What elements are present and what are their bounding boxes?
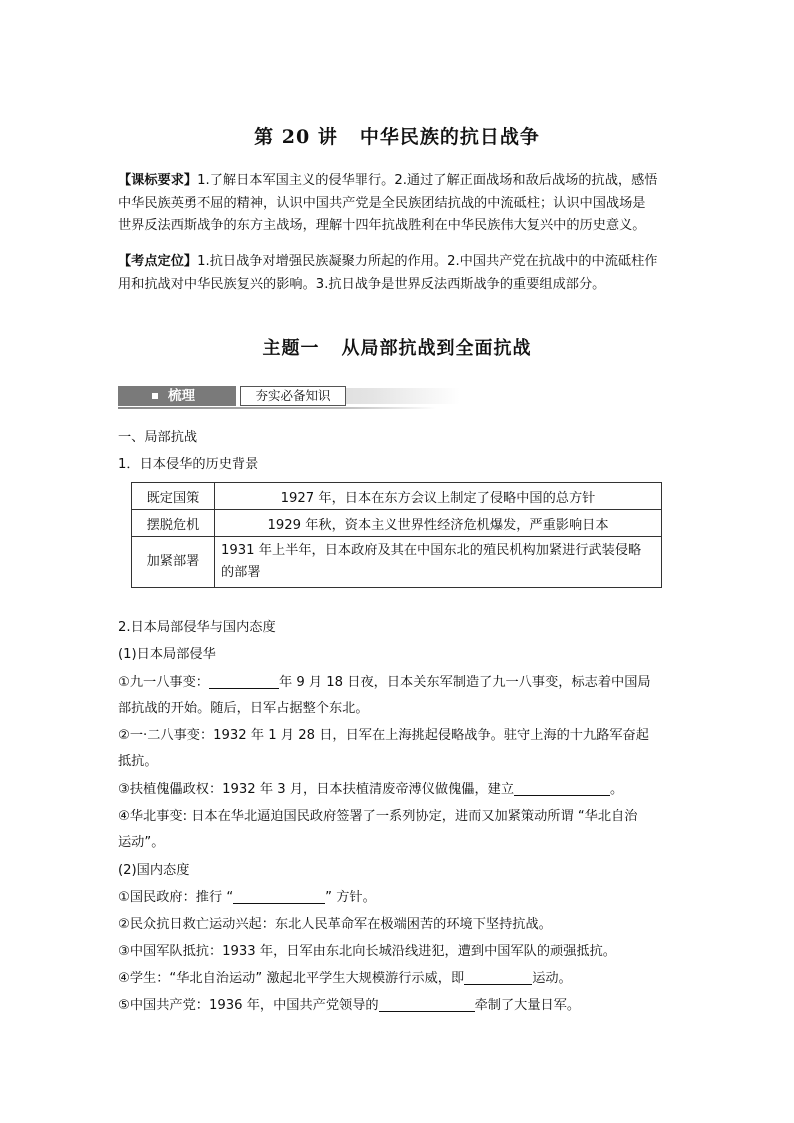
attitude-government: [118, 888, 376, 908]
fill-blank[interactable]: [464, 969, 532, 985]
item-shanghai-incident: ②一·二八事变：1932 年 1 月 28 日，日军在上海挑起侵略战争。驻守上海的十九路军奋起: [118, 728, 649, 743]
table-value-line-1: 1931 年上半年，日本政府及其在中国东北的殖民机构加紧进行武装侵略: [221, 543, 642, 558]
background-table: [131, 482, 662, 588]
part-2-heading: (2)国内态度: [118, 863, 190, 878]
section-banner: [118, 386, 438, 408]
table-value: [215, 537, 662, 588]
banner-subtitle: 夯实必备知识: [240, 386, 346, 406]
item-text: 牵制了大量日军。: [474, 998, 581, 1013]
table-value: 1927 年，日本在东方会议上制定了侵略中国的总方针: [215, 483, 662, 510]
section-heading-1: 一、局部抗战: [118, 430, 198, 445]
item-text: ⑤中国共产党：1936 年，中国共产党领导的: [118, 998, 379, 1013]
attitude-army: ③中国军队抵抗：1933 年，日军由东北向长城沿线进犯，遭到中国军队的顽强抵抗。: [118, 944, 616, 959]
topic-title: [0, 334, 794, 360]
subheading-invasion: 2.日本局部侵华与国内态度: [118, 620, 276, 635]
curriculum-requirements: [118, 170, 678, 238]
lecture-name: 中华民族的抗日战争: [359, 126, 540, 148]
lecture-number: 第 20 讲: [254, 126, 338, 148]
table-key: 摆脱危机: [132, 510, 215, 537]
item-text: ①九一八事变：: [118, 675, 209, 690]
item-text: ①国民政府：推行 “: [118, 890, 234, 905]
item-text: 运动。: [532, 971, 572, 986]
table-row: [132, 483, 662, 510]
item-text: ” 方针。: [325, 890, 376, 905]
attitude-cpc: [118, 996, 580, 1016]
requirements-line-1: 1.了解日本军国主义的侵华罪行。2.通过了解正面战场和敌后战场的抗战，感悟: [197, 173, 658, 188]
requirements-line-3: 世界反法西斯战争的东方主战场，理解十四年抗战胜利在中华民族伟大复兴中的历史意义。: [118, 218, 646, 233]
topic-number: 主题一: [262, 338, 320, 359]
banner-rule: [118, 407, 436, 409]
table-key: 加紧部署: [132, 537, 215, 588]
square-bullet-icon: [152, 393, 158, 399]
focus-line-1: 1.抗日战争对增强民族凝聚力所起的作用。2.中国共产党在抗战中的中流砥柱作: [197, 254, 658, 269]
fill-blank[interactable]: [233, 888, 325, 904]
table-row: [132, 510, 662, 537]
subheading-background: 1．日本侵华的历史背景: [118, 457, 259, 472]
item-text: ④学生：“华北自治运动” 激起北平学生大规模游行示威，即: [118, 971, 465, 986]
banner-label: 梳理: [168, 388, 195, 404]
requirements-line-2: 中华民族英勇不屈的精神，认识中国共产党是全民族团结抗战的中流砥柱；认识中国战场是: [118, 195, 646, 211]
item-mukden-incident: [118, 673, 651, 693]
exam-focus: [118, 251, 678, 296]
focus-label: 【考点定位】: [118, 254, 198, 269]
lecture-title: [0, 122, 794, 149]
table-key: 既定国策: [132, 483, 215, 510]
item-north-china-incident: ④华北事变: 日本在华北逼迫国民政府签署了一系列协定，进而又加紧策动所谓 “华北自治: [118, 809, 638, 824]
item-shanghai-incident-cont: 抵抗。: [118, 754, 158, 769]
banner-label-block: [118, 386, 236, 406]
fill-blank[interactable]: [379, 996, 475, 1012]
table-value-line-2: 的部署: [221, 565, 261, 580]
focus-line-2: 用和抗战对中华民族复兴的影响。3.抗日战争是世界反法西斯战争的重要组成部分。: [118, 276, 606, 292]
item-mukden-incident-cont: 部抗战的开始。随后，日军占据整个东北。: [118, 701, 369, 716]
attitude-students: [118, 969, 572, 989]
item-text: 年 9 月 18 日夜，日本关东军制造了九一八事变，标志着中国局: [278, 675, 651, 690]
fill-blank[interactable]: [514, 780, 610, 796]
topic-name: 从局部抗战到全面抗战: [341, 338, 532, 359]
fill-blank[interactable]: [209, 673, 279, 689]
item-text: 。: [610, 782, 624, 797]
attitude-people: ②民众抗日救亡运动兴起：东北人民革命军在极端困苦的环境下坚持抗战。: [118, 917, 552, 932]
part-1-heading: (1)日本局部侵华: [118, 647, 216, 662]
table-value: 1929 年秋，资本主义世界性经济危机爆发，严重影响日本: [215, 510, 662, 537]
requirements-label: 【课标要求】: [118, 173, 198, 188]
item-puppet-regime: [118, 780, 623, 800]
table-row: [132, 537, 662, 588]
item-north-china-incident-cont: 运动”。: [118, 835, 165, 850]
item-text: ③扶植傀儡政权：1932 年 3 月，日本扶植清废帝溥仪做傀儡，建立: [118, 782, 515, 797]
